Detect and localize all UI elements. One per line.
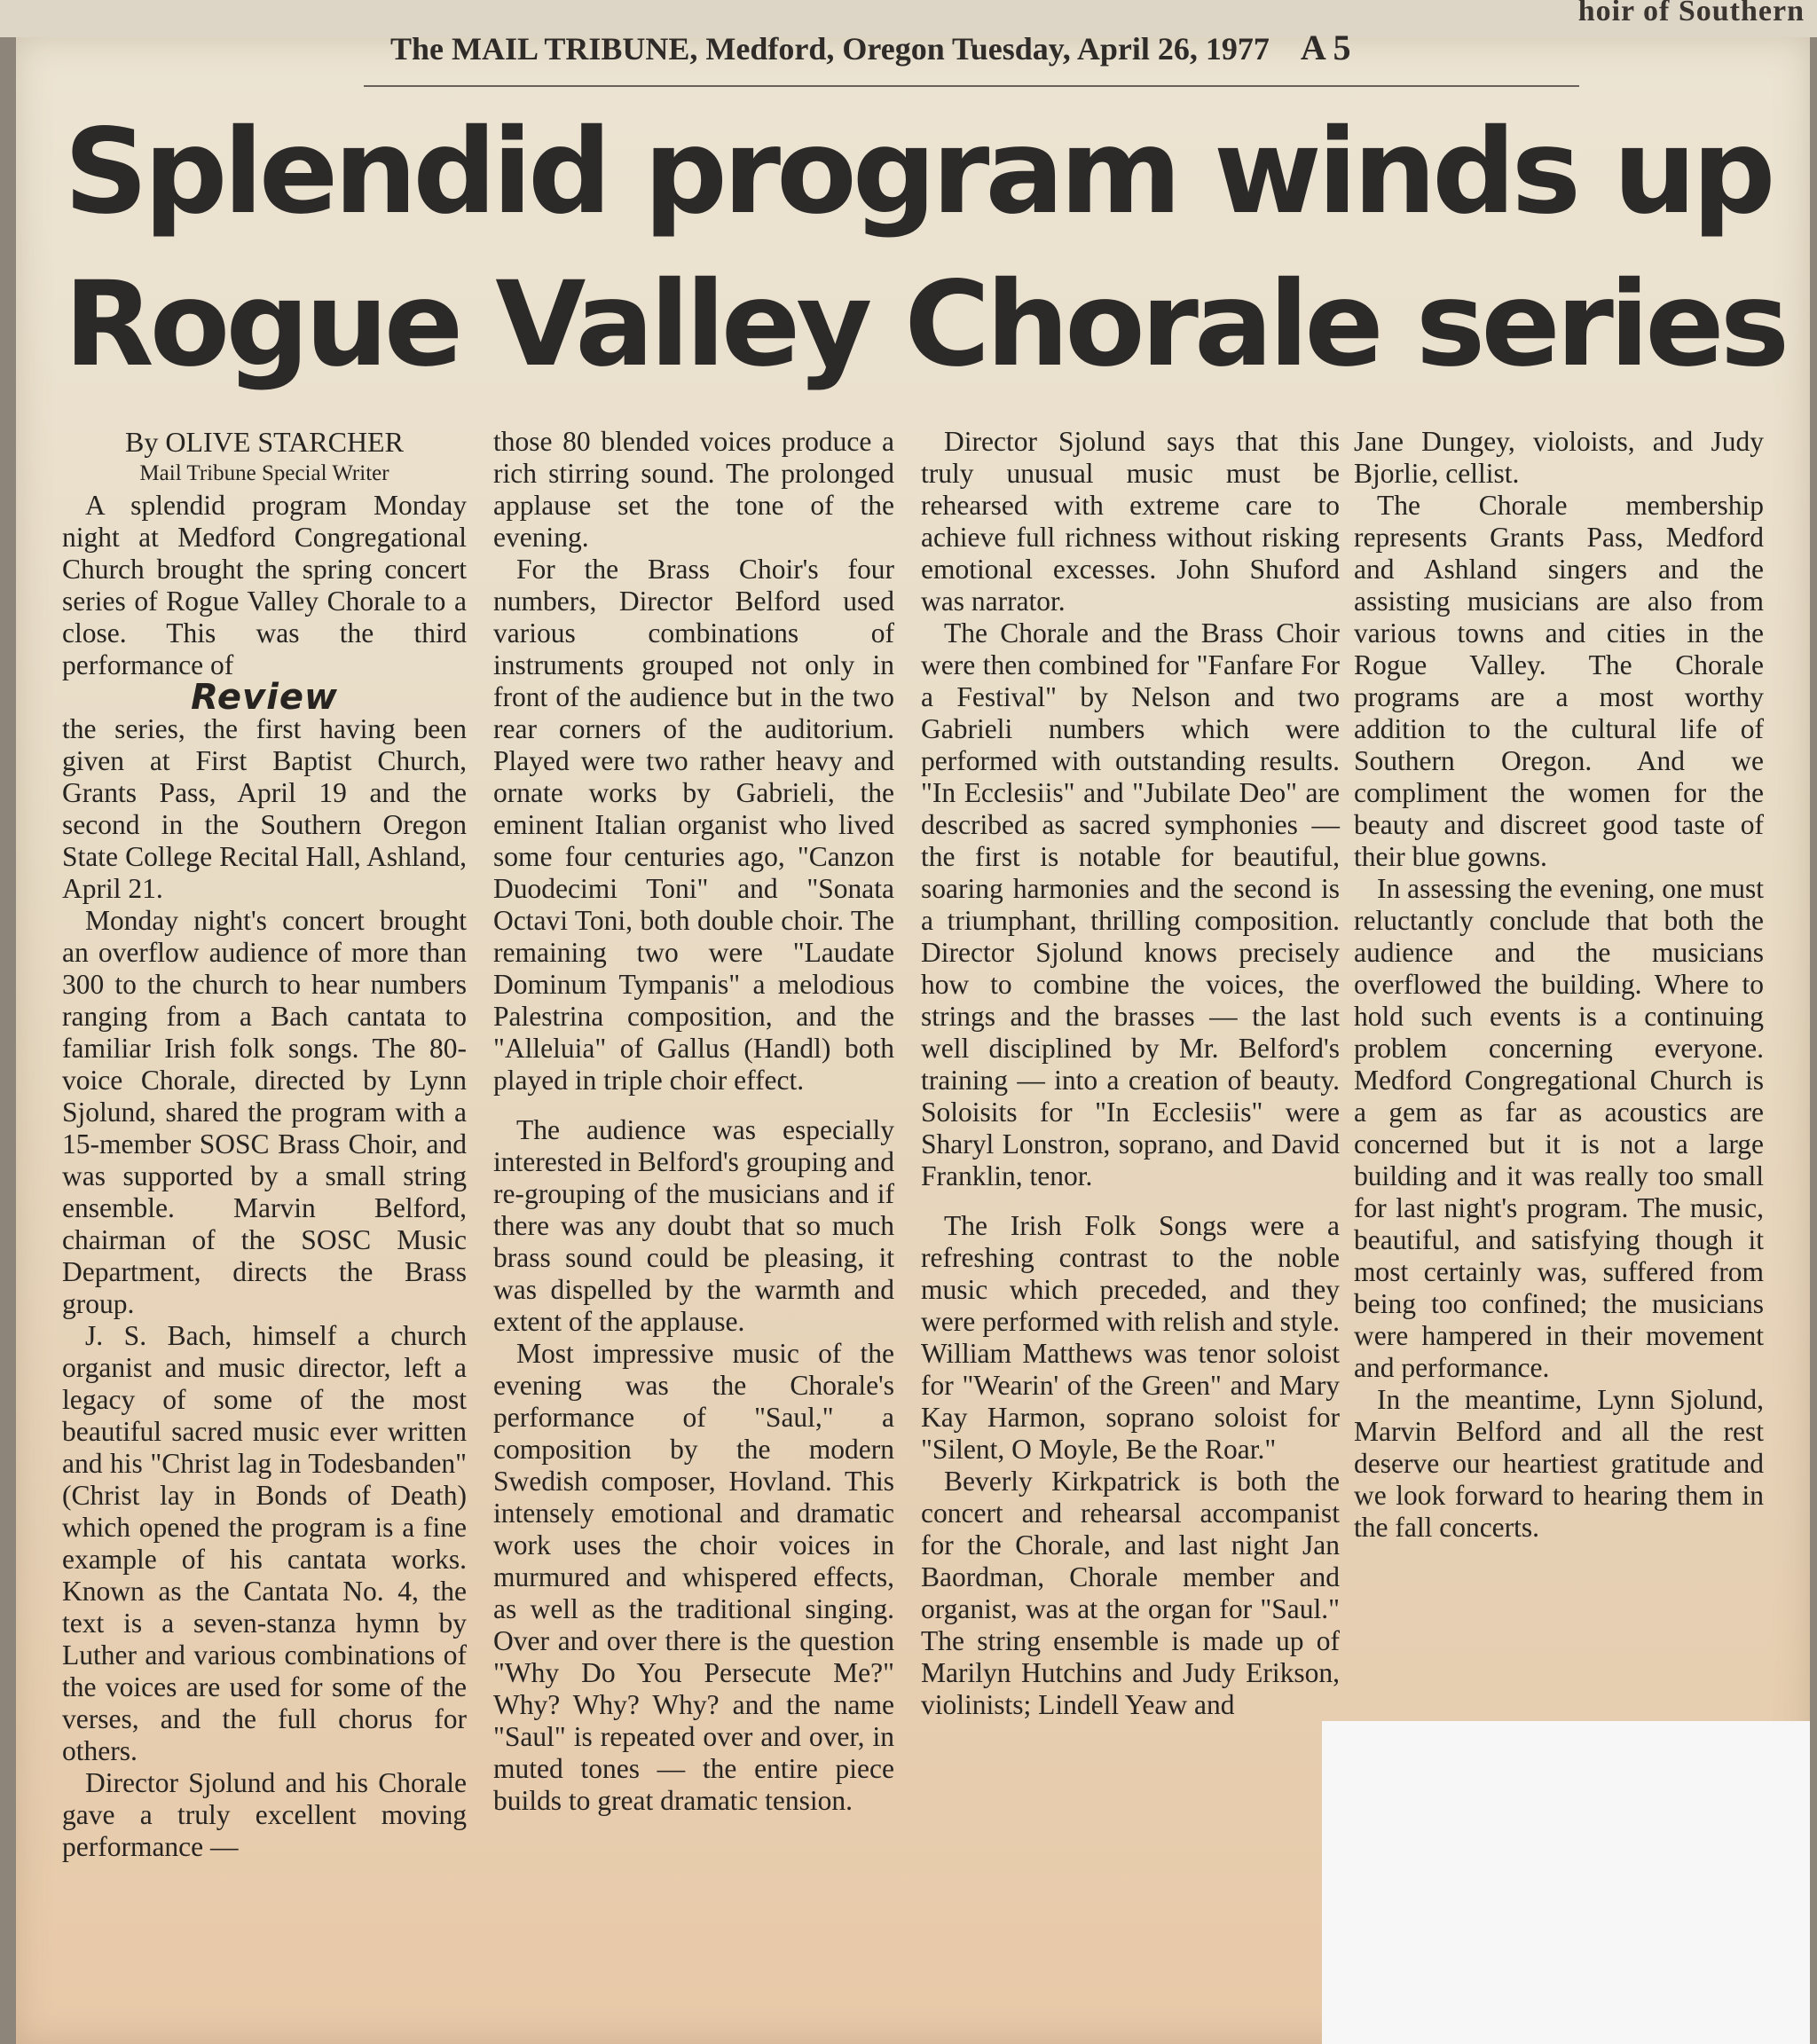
- paragraph: Beverly Kirkpatrick is both the concert and rehearsal accompanist for the Chorale, and last night Jan Baordman, Chorale member and organist, was at the organ for "Saul." The string ensemble is made up of Marilyn Hutchins and Judy Erikson, violinists; Lindell Yeaw and: [921, 1466, 1340, 1720]
- adjacent-clipping-fragment: hoir of Southern: [1577, 0, 1805, 28]
- paragraph: In the meantime, Lynn Sjolund, Marvin Belford and all the rest deserve our heartiest gratitude and we look forward to hearing them in the fall concerts.: [1354, 1384, 1764, 1543]
- review-label: Review: [191, 677, 338, 718]
- paragraph: Director Sjolund says that this truly unusual music must be rehearsed with extreme care to achieve full richness without risking emotional excesses. John Shuford was narrator.: [921, 426, 1340, 617]
- paragraph: Director Sjolund and his Chorale gave a truly excellent moving performance —: [62, 1767, 467, 1862]
- paragraph: The Chorale membership represents Grants Pass, Medford and Ashland singers and the assisting musicians are also from various towns and cities in the Rogue Valley. The Chorale programs are a most worthy addition to the cultural life of Southern Oregon. And we compliment the women for the beauty and discreet good taste of their blue gowns.: [1354, 490, 1764, 872]
- paragraph: the series, the first having been given at First Baptist Church, Grants Pass, April 19 and the second in the Southern Oregon State College Recital Hall, Ashland, April 21.: [62, 713, 467, 904]
- headline-line-1: Splendid program winds up: [64, 104, 1772, 240]
- paragraph: J. S. Bach, himself a church organist and music director, left a legacy of some of the most beautiful sacred music ever written and his "Christ lag in Todesbanden" (Christ lay in Bonds of Death) which opened the program is a fine example of his cantata works. Known as the Cantata No. 4, the text is a seven-stanza hymn by Luther and various combinations of the voices are used for some of the verses, and the full chorus for others.: [62, 1320, 467, 1766]
- byline: By OLIVE STARCHER: [125, 426, 404, 458]
- article-column-3: [921, 426, 1340, 1721]
- headline-line-2: Rogue Valley Chorale series: [64, 256, 1786, 393]
- masthead-dateline: The MAIL TRIBUNE, Medford, Oregon Tuesday, April 26, 1977: [390, 31, 1270, 67]
- paragraph: The Chorale and the Brass Choir were then combined for "Fanfare For a Festival" by Nelson and two Gabrieli numbers which were performed with outstanding results. "In Ecclesiis" and "Jubilate Deo" are described as sacred symphonies — the first is notable for beautiful, soaring harmonies and the second is a triumphant, thrilling composition. Director Sjolund knows precisely how to combine the voices, the strings and the brasses — the last well disciplined by Mr. Belford's training — into a creation of beauty. Soloisits for "In Ecclesiis" were Sharyl Lonstron, soprano, and David Franklin, tenor.: [921, 617, 1340, 1191]
- paragraph: A splendid program Monday night at Medford Congregational Church brought the spring concert series of Rogue Valley Chorale to a close. This was the third performance of: [62, 490, 467, 680]
- page-number: A 5: [1300, 28, 1351, 67]
- article-column-2: [493, 426, 894, 1817]
- newspaper-header: [390, 27, 1351, 68]
- paragraph: In assessing the evening, one must reluctantly conclude that both the audience and the musicians overflowed the building. Where to hold such events is a continuing problem concerning everyone. Medford Congregational Church is a gem as far as acoustics are concerned but it is not a large building and it was really too small for last night's program. The music, beautiful, and satisfying though it most certainly was, suffered from being too confined; the musicians were hampered in their movement and performance.: [1354, 873, 1764, 1383]
- paragraph: Most impressive music of the evening was the Chorale's performance of "Saul," a composition by the modern Swedish composer, Hovland. This intensely emotional and dramatic work uses the choir voices in murmured and whispered effects, as well as the traditional singing. Over and over there is the question "Why Do You Persecute Me?" Why? Why? Why? and the name "Saul" is repeated over and over, in muted tones — the entire piece builds to great dramatic tension.: [493, 1338, 894, 1816]
- paragraph: The Irish Folk Songs were a refreshing contrast to the noble music which preceded, and they were performed with relish and style. William Matthews was tenor soloist for "Wearin' of the Green" and Mary Kay Harmon, soprano soloist for "Silent, O Moyle, Be the Roar.": [921, 1210, 1340, 1465]
- paragraph: The audience was especially interested in Belford's grouping and re-grouping of the musicians and if there was any doubt that so much brass sound could be pleasing, it was dispelled by the warmth and extent of the applause.: [493, 1114, 894, 1337]
- article-column-1: [62, 426, 467, 1863]
- paragraph: those 80 blended voices produce a rich stirring sound. The prolonged applause set the tone of the evening.: [493, 426, 894, 553]
- byline-title: Mail Tribune Special Writer: [139, 461, 389, 485]
- paragraph: For the Brass Choir's four numbers, Director Belford used various combinations of instruments grouped not only in front of the audience but in the two rear corners of the auditorium. Played were two rather heavy and ornate works by Gabrieli, the eminent Italian organist who lived some four centuries ago, "Canzon Duodecimi Toni" and "Sonata Octavi Toni, both double choir. The remaining two were "Laudate Dominum Tympanis" a melodious Palestrina composition, and the "Alleluia" of Gallus (Handl) both played in triple choir effect.: [493, 554, 894, 1096]
- header-rule: [364, 85, 1579, 87]
- blank-backing-paper: [1322, 1721, 1810, 2044]
- article-column-4: [1354, 426, 1764, 1544]
- paragraph: Monday night's concert brought an overflow audience of more than 300 to the church to hear numbers ranging from a Bach cantata to familiar Irish folk songs. The 80-voice Chorale, directed by Lynn Sjolund, shared the program with a 15-member SOSC Brass Choir, and was supported by a small string ensemble. Marvin Belford, chairman of the SOSC Music Department, directs the Brass group.: [62, 905, 467, 1319]
- paragraph: Jane Dungey, violoists, and Judy Bjorlie, cellist.: [1354, 426, 1764, 489]
